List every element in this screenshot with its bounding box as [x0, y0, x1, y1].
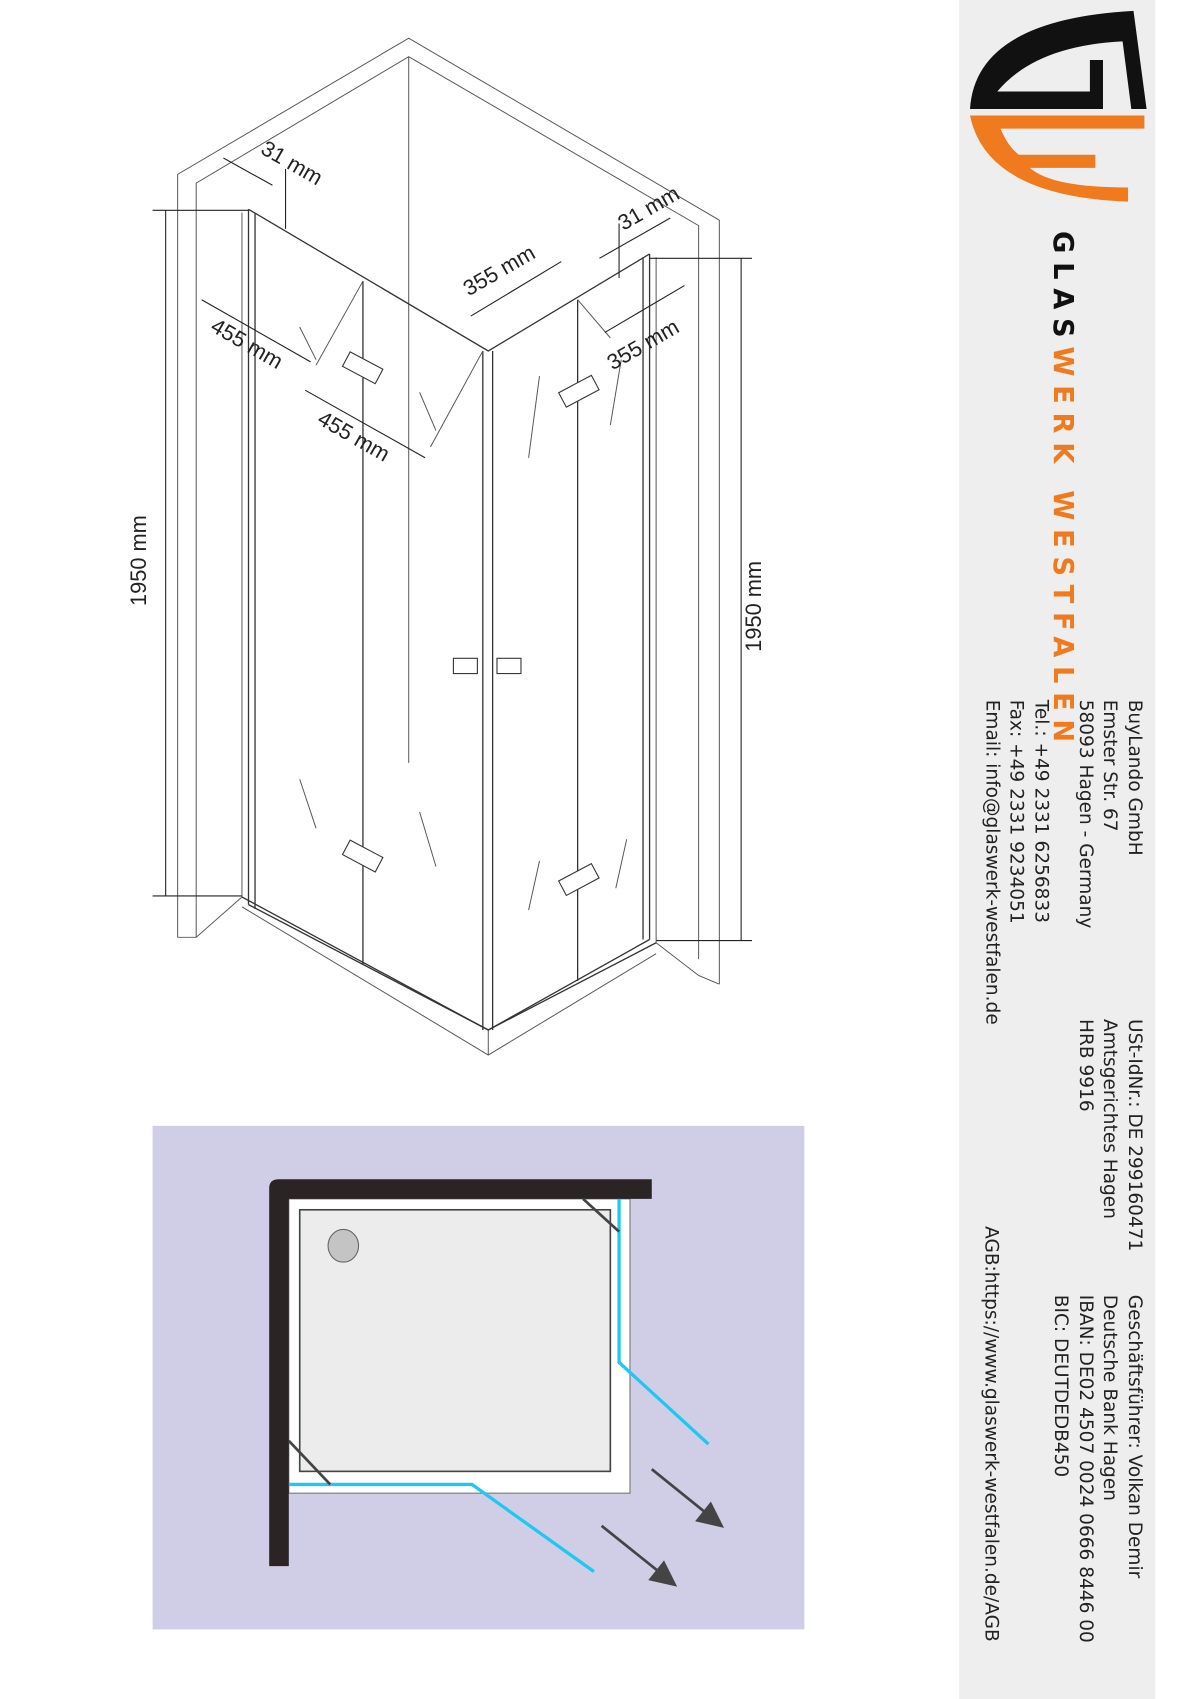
wall-outline	[178, 38, 720, 984]
height-right-label: 1950 mm	[740, 560, 766, 652]
address-line: Emster Str. 67	[1099, 699, 1121, 832]
company-address	[1073, 700, 1147, 929]
shower-tray	[242, 897, 656, 1055]
drain-icon	[328, 1229, 359, 1262]
vat-id: USt-IdNr.: DE 299160471	[1123, 1019, 1146, 1252]
managing-director: Geschäftsführer: Volkan Demir	[1123, 1294, 1146, 1579]
email-link[interactable]: Email: info@glaswerk-westfalen.de	[980, 699, 1003, 1025]
width-right-1-label: 355 mm	[458, 239, 540, 301]
company-bank	[1048, 1295, 1146, 1643]
fax: Fax: +49 2331 9234051	[1005, 699, 1028, 924]
bic: BIC: DEUTDEDB450	[1050, 1294, 1072, 1478]
width-right-2-label: 355 mm	[602, 313, 684, 375]
court: Amtsgerichtes Hagen	[1099, 1019, 1121, 1219]
brand-name-part1: GLAS	[1047, 231, 1080, 347]
height-left-label: 1950 mm	[126, 515, 152, 606]
agb-link[interactable]	[978, 1226, 1003, 1642]
width-left-1-label: 455 mm	[206, 312, 288, 374]
floor-plan	[153, 1126, 805, 1630]
address-line: BuyLando GmbH	[1123, 699, 1146, 856]
bank-name: Deutsche Bank Hagen	[1099, 1294, 1121, 1501]
address-line: 58093 Hagen - Germany	[1074, 699, 1097, 929]
dimension-lines	[153, 158, 752, 941]
door-handles	[453, 658, 521, 673]
phone: Tel.: +49 2331 6256833	[1029, 699, 1052, 924]
brand-name	[1047, 231, 1079, 751]
gw-logo-icon	[970, 11, 1147, 202]
width-left-2-label: 455 mm	[313, 405, 395, 467]
brand-name-part2: WERK WESTFALEN	[1047, 346, 1080, 751]
glass-panels	[248, 209, 649, 1030]
company-registry	[1073, 1019, 1147, 1251]
iban: IBAN: DE02 4507 0024 0666 8446 00	[1074, 1294, 1097, 1643]
hinge-left-label: 31 mm	[256, 135, 328, 191]
agb-link-text[interactable]: AGB:https://www.glaswerk-westfalen.de/AGB	[979, 1226, 1002, 1642]
company-contact	[979, 700, 1053, 1025]
hrb: HRB 9916	[1074, 1019, 1097, 1112]
hinge-right-label: 31 mm	[613, 180, 684, 236]
